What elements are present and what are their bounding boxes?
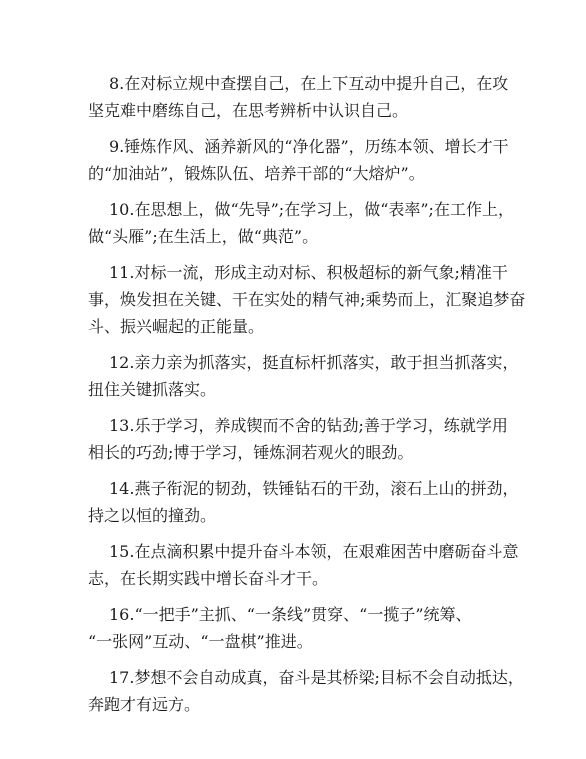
list-item-line: 10.在思想上，做“先导”;在学习上，做“表率”;在工作上， [109,200,514,219]
list-item-10 [88,196,513,250]
list-item-line: 的“加油站”，锻炼队伍、培养干部的“大熔炉”。 [88,164,425,183]
list-item-14 [88,475,519,529]
list-item-line: 志，在长期实践中增长奋斗才干。 [88,569,329,588]
list-item-17 [88,664,524,718]
list-item-line: 13.乐于学习，养成锲而不舍的钻劲;善于学习，练就学用 [109,416,508,435]
list-item-15 [88,538,519,592]
list-item-13 [88,412,513,466]
list-item-line: 8.在对标立规中查摆自己，在上下互动中提升自己，在攻 [109,74,509,93]
list-item-line: 16.“一把手”主抓、“一条线”贯穿、“一揽子”统筹、 [109,605,472,624]
list-item-line: 15.在点滴积累中提升奋斗本领，在艰难困苦中磨砺奋斗意 [109,542,519,561]
list-item-16 [88,601,513,655]
list-item-line: 14.燕子衔泥的韧劲，铁锤钻石的干劲，滚石上山的拼劲， [109,479,519,498]
list-item-line: 事，焕发担在关键、干在实处的精气神;乘势而上，汇聚追梦奋 [88,290,526,309]
list-item-line: 相长的巧劲;博于学习，锤炼洞若观火的眼劲。 [88,443,414,462]
list-item-line: 持之以恒的撞劲。 [88,506,217,525]
list-item-9 [88,133,513,187]
list-item-8 [88,70,513,124]
list-item-12 [88,349,519,403]
list-item-line: 奔跑才有远方。 [88,695,201,714]
list-item-line: 扭住关键抓落实。 [88,380,217,399]
list-item-line: 11.对标一流，形成主动对标、积极超标的新气象;精准干 [109,263,508,282]
list-item-line: 9.锤炼作风、涵养新风的“净化器”，历练本领、增长才干 [109,137,509,156]
list-item-line: 坚克难中磨练自己，在思考辨析中认识自己。 [88,101,409,120]
list-item-line: 做“头雁”;在生活上，做“典范”。 [88,227,319,246]
list-item-11 [88,259,526,340]
list-item-line: “一张网”互动、“一盘棋”推进。 [88,632,313,651]
numbered-list [88,70,526,727]
list-item-line: 17.梦想不会自动成真，奋斗是其桥梁;目标不会自动抵达， [109,668,524,687]
list-item-line: 斗、振兴崛起的正能量。 [88,317,265,336]
list-item-line: 12.亲力亲为抓落实，挺直标杆抓落实，敢于担当抓落实， [109,353,519,372]
